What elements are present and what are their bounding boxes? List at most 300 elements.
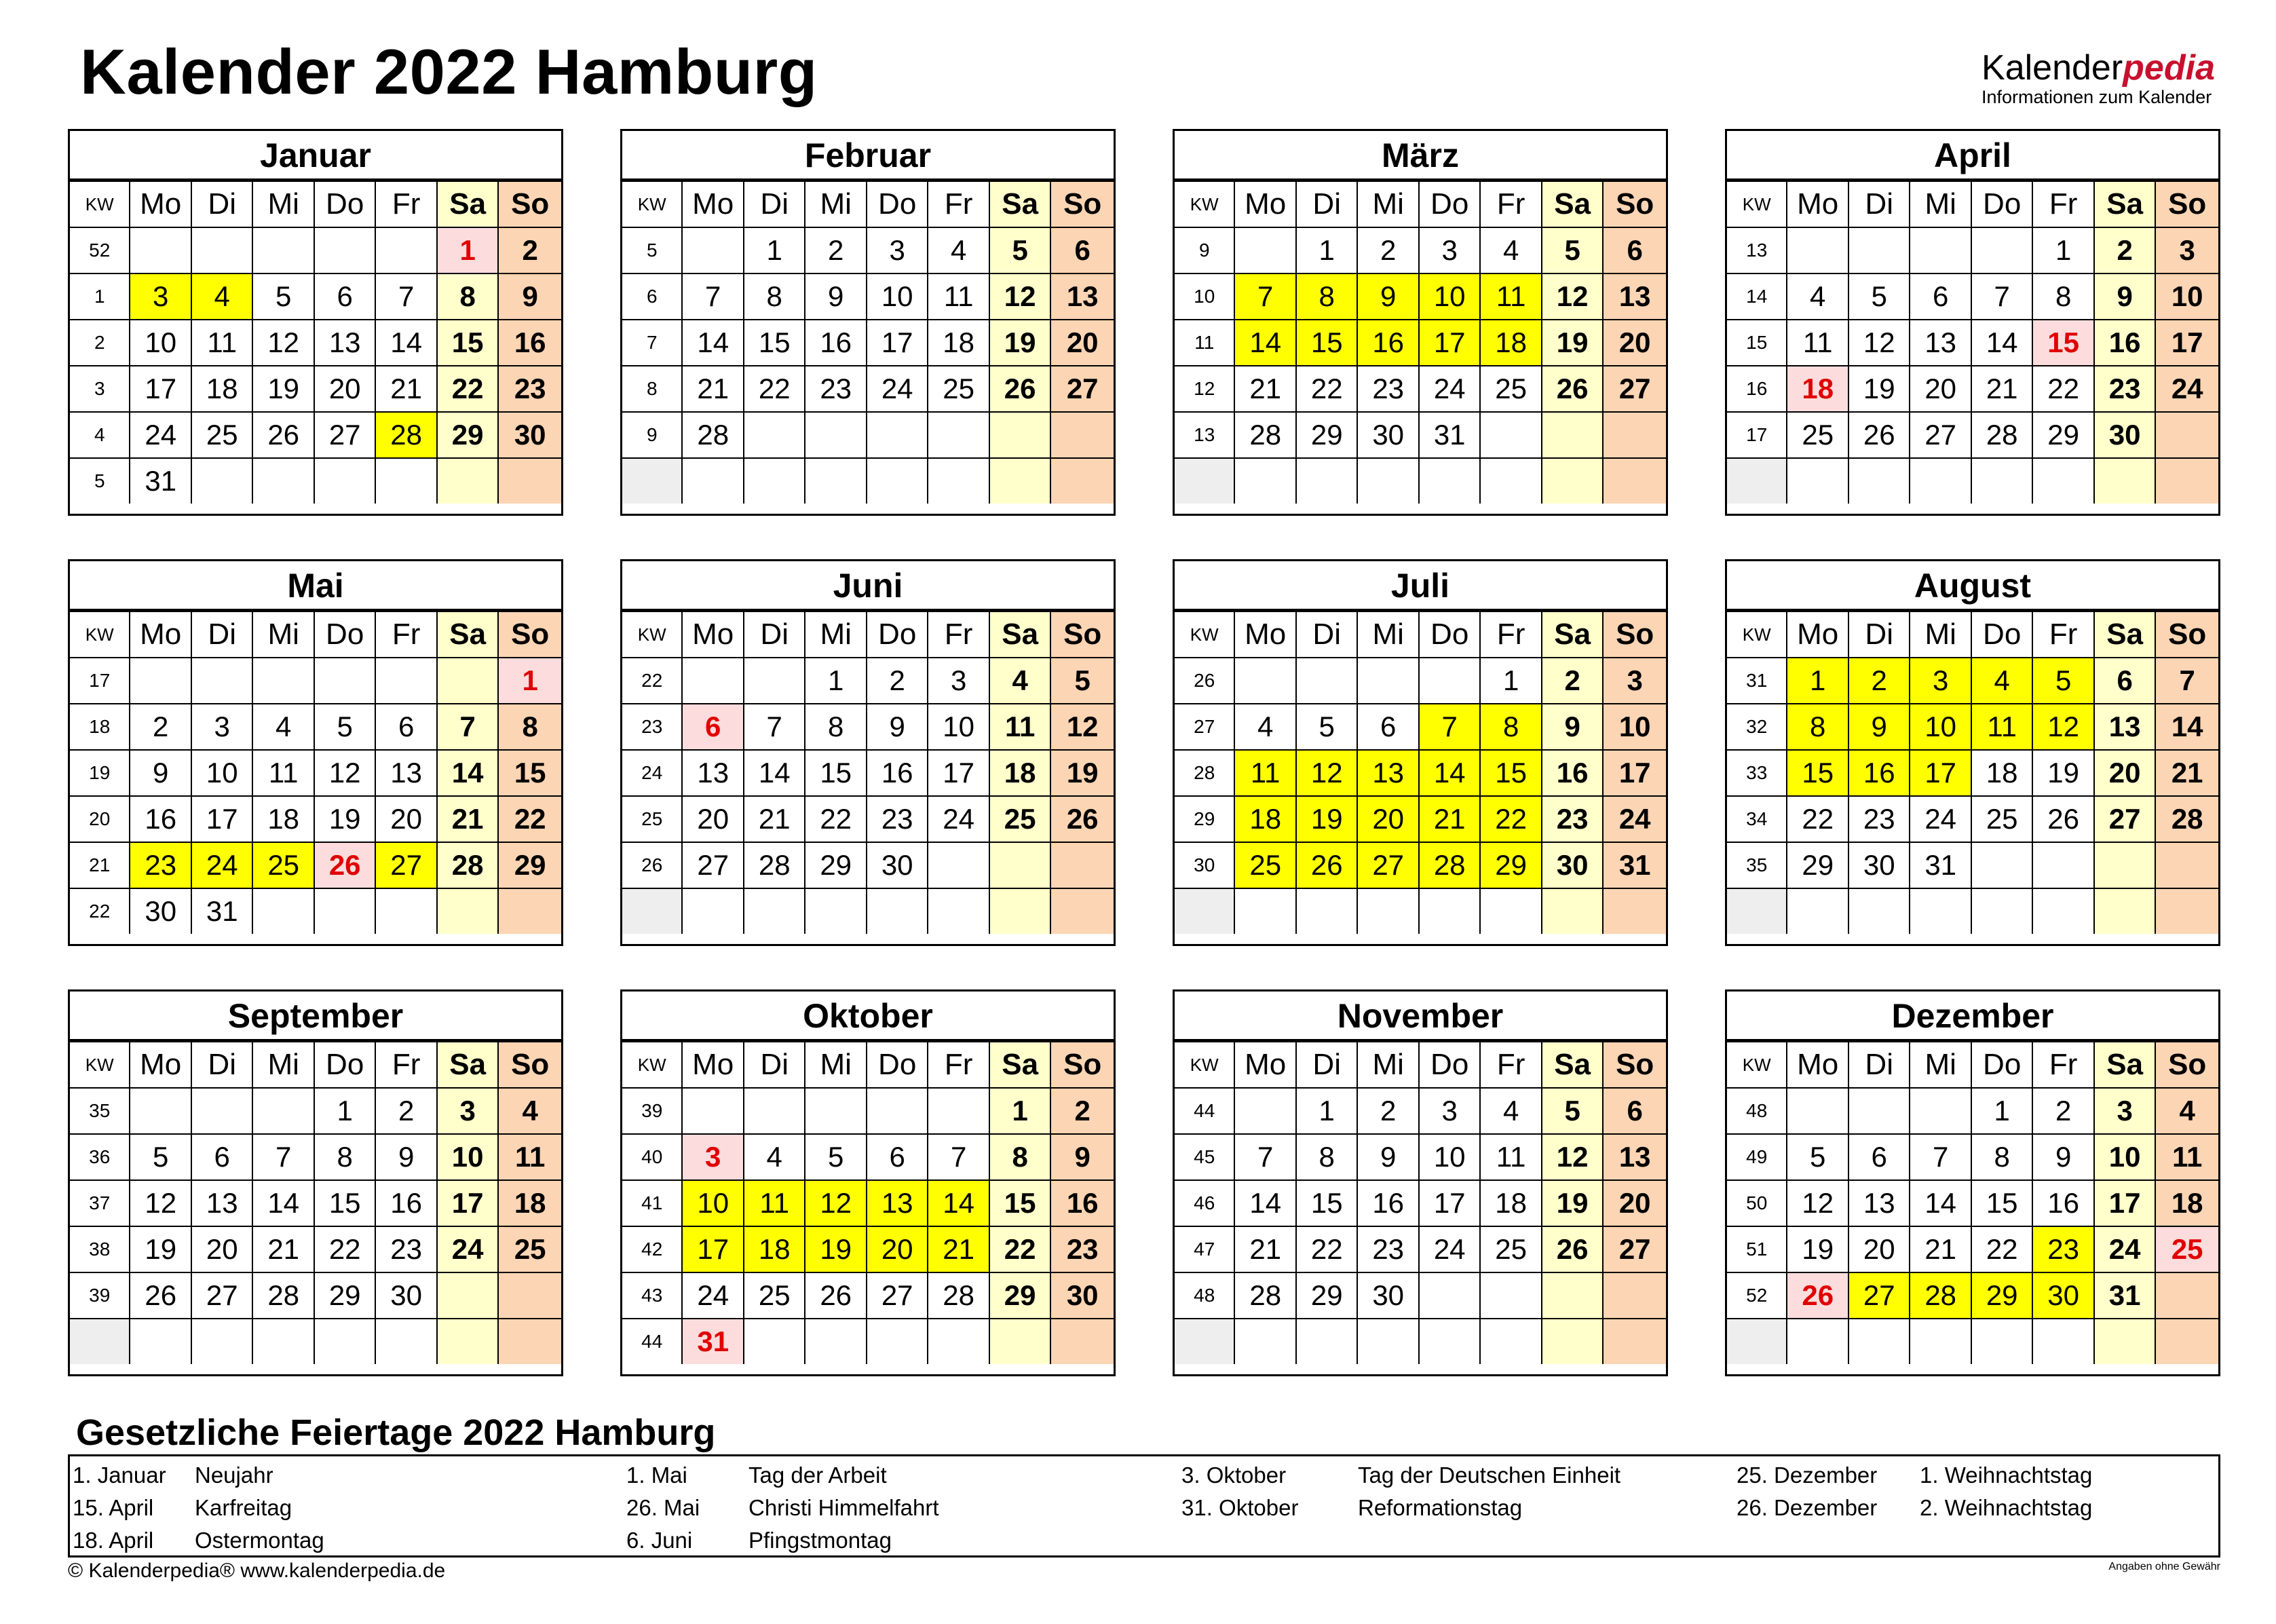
day-cell: 4 (498, 1088, 561, 1134)
day-cell (867, 888, 928, 934)
day-cell: 16 (498, 320, 561, 366)
week-row (1727, 658, 2218, 704)
day-cell: 11 (498, 1134, 561, 1180)
day-cell: 31 (2094, 1272, 2155, 1319)
day-cell: 22 (2032, 366, 2093, 412)
week-number (1175, 1319, 1234, 1364)
weekday-header: Di (1296, 181, 1357, 227)
week-row (1727, 1180, 2218, 1226)
day-cell: 14 (1910, 1180, 1971, 1226)
week-row (1727, 1134, 2218, 1180)
weekday-header: Sa (437, 611, 498, 658)
day-cell (744, 888, 805, 934)
day-cell: 23 (375, 1226, 436, 1272)
day-cell: 29 (1296, 1272, 1357, 1319)
day-cell (744, 412, 805, 458)
day-cell: 9 (375, 1134, 436, 1180)
day-cell: 10 (1910, 704, 1971, 750)
day-cell: 20 (375, 796, 436, 842)
week-number-header: KW (622, 181, 682, 227)
day-cell (867, 1319, 928, 1364)
week-row (1175, 412, 1666, 458)
day-cell (744, 458, 805, 504)
day-cell (2032, 458, 2093, 504)
week-number: 34 (1727, 796, 1787, 842)
day-cell: 7 (928, 1134, 989, 1180)
week-number: 9 (622, 412, 682, 458)
holiday-entry (73, 1524, 324, 1557)
week-number: 15 (1727, 320, 1787, 366)
weekday-header: Do (314, 181, 375, 227)
day-cell: 15 (1296, 320, 1357, 366)
day-cell: 6 (1603, 1088, 1666, 1134)
day-cell: 21 (1234, 366, 1295, 412)
weekday-header: Mo (130, 611, 191, 658)
weekday-header: Mi (252, 181, 314, 227)
day-cell (989, 1319, 1050, 1364)
day-cell (498, 458, 561, 504)
day-cell: 13 (1603, 1134, 1666, 1180)
day-cell: 14 (1971, 320, 2032, 366)
weekday-header: Mo (682, 1042, 743, 1088)
day-cell (1050, 458, 1114, 504)
day-cell: 23 (2032, 1226, 2093, 1272)
weekday-header: So (1050, 611, 1114, 658)
day-cell (2155, 458, 2218, 504)
week-number: 13 (1175, 412, 1234, 458)
weekday-header: Di (744, 1042, 805, 1088)
weekday-header: Fr (1480, 1042, 1541, 1088)
day-cell: 26 (130, 1272, 191, 1319)
month-calendar (1173, 559, 1668, 946)
day-cell: 5 (314, 704, 375, 750)
week-row (1727, 842, 2218, 888)
day-cell: 31 (1603, 842, 1666, 888)
day-cell: 8 (1787, 704, 1848, 750)
weekday-header: Mo (130, 1042, 191, 1088)
day-cell (252, 1088, 314, 1134)
week-row (1175, 1226, 1666, 1272)
day-cell: 31 (682, 1319, 743, 1364)
weekday-header: Mo (1787, 611, 1848, 658)
day-cell (2094, 842, 2155, 888)
day-cell: 26 (252, 412, 314, 458)
day-cell: 27 (191, 1272, 252, 1319)
week-row (622, 1226, 1114, 1272)
week-row (622, 366, 1114, 412)
week-number: 7 (622, 320, 682, 366)
weekday-header: Fr (2032, 1042, 2093, 1088)
day-cell: 16 (867, 750, 928, 796)
day-cell: 2 (130, 704, 191, 750)
weekday-header: Mo (682, 611, 743, 658)
week-row (1175, 1180, 1666, 1226)
month-title: April (1727, 131, 2218, 181)
day-cell: 21 (1234, 1226, 1295, 1272)
day-cell: 2 (1050, 1088, 1114, 1134)
day-cell: 6 (1050, 227, 1114, 273)
weekday-header: Mo (682, 181, 743, 227)
day-cell: 18 (1480, 1180, 1541, 1226)
day-cell: 10 (130, 320, 191, 366)
week-number: 18 (70, 704, 130, 750)
day-cell: 27 (2094, 796, 2155, 842)
day-cell: 7 (1910, 1134, 1971, 1180)
day-cell (1603, 888, 1666, 934)
week-row (70, 1088, 561, 1134)
day-cell (2094, 888, 2155, 934)
week-number-header: KW (622, 1042, 682, 1088)
day-cell (1542, 412, 1603, 458)
day-cell: 16 (805, 320, 866, 366)
day-cell (744, 658, 805, 704)
weekday-header: Di (1848, 1042, 1910, 1088)
day-cell: 23 (1357, 1226, 1418, 1272)
day-cell (1480, 888, 1541, 934)
day-cell: 18 (989, 750, 1050, 796)
week-row (70, 1180, 561, 1226)
day-cell: 19 (1848, 366, 1910, 412)
weekday-header: Mi (1910, 181, 1971, 227)
day-cell: 26 (805, 1272, 866, 1319)
day-cell (867, 1088, 928, 1134)
day-cell: 28 (437, 842, 498, 888)
day-cell: 24 (191, 842, 252, 888)
weekday-header: Fr (375, 181, 436, 227)
day-cell (437, 1319, 498, 1364)
day-cell: 10 (2155, 273, 2218, 320)
week-number-header: KW (70, 1042, 130, 1088)
week-number: 13 (1727, 227, 1787, 273)
day-cell: 11 (191, 320, 252, 366)
day-cell: 3 (2094, 1088, 2155, 1134)
day-cell: 19 (1296, 796, 1357, 842)
day-cell (1050, 412, 1114, 458)
week-row (622, 796, 1114, 842)
day-cell: 29 (1480, 842, 1541, 888)
day-cell: 4 (252, 704, 314, 750)
week-row (70, 1272, 561, 1319)
day-cell: 4 (1480, 1088, 1541, 1134)
day-cell: 17 (2094, 1180, 2155, 1226)
holiday-date: 1. Januar (73, 1462, 166, 1488)
day-cell (1357, 658, 1418, 704)
day-cell (928, 842, 989, 888)
weekday-header: Fr (1480, 181, 1541, 227)
day-cell: 9 (1848, 704, 1910, 750)
week-number: 19 (70, 750, 130, 796)
weekday-header: Sa (2094, 181, 2155, 227)
day-cell: 13 (314, 320, 375, 366)
day-cell: 2 (867, 658, 928, 704)
week-row (622, 1319, 1114, 1364)
week-number (70, 1319, 130, 1364)
month-calendar (1173, 989, 1668, 1376)
month-title: November (1175, 992, 1666, 1041)
day-cell: 22 (498, 796, 561, 842)
weekday-header: Mo (1234, 611, 1295, 658)
weekday-header: Di (191, 611, 252, 658)
day-cell: 23 (1357, 366, 1418, 412)
week-row (622, 1088, 1114, 1134)
day-cell: 6 (1357, 704, 1418, 750)
day-cell: 24 (2094, 1226, 2155, 1272)
week-number: 17 (1727, 412, 1787, 458)
week-number: 14 (1727, 273, 1787, 320)
day-cell: 19 (2032, 750, 2093, 796)
day-cell: 23 (1542, 796, 1603, 842)
month-calendar (1725, 129, 2220, 516)
day-cell: 18 (744, 1226, 805, 1272)
holidays-column (626, 1459, 939, 1557)
day-cell: 27 (1910, 412, 1971, 458)
day-cell (1234, 888, 1295, 934)
weekday-header: Mi (252, 1042, 314, 1088)
day-cell: 30 (2094, 412, 2155, 458)
day-cell (1787, 458, 1848, 504)
day-cell: 23 (1050, 1226, 1114, 1272)
day-cell: 29 (805, 842, 866, 888)
day-cell: 25 (989, 796, 1050, 842)
day-cell: 20 (314, 366, 375, 412)
day-cell: 14 (1419, 750, 1480, 796)
week-row (70, 412, 561, 458)
day-cell: 3 (1419, 227, 1480, 273)
day-cell: 1 (437, 227, 498, 273)
day-cell: 12 (314, 750, 375, 796)
day-cell: 26 (2032, 796, 2093, 842)
week-number: 9 (1175, 227, 1234, 273)
day-cell (1848, 1088, 1910, 1134)
day-cell: 11 (1480, 273, 1541, 320)
holiday-date: 3. Oktober (1181, 1462, 1287, 1488)
weekday-header: Di (744, 181, 805, 227)
day-cell (130, 658, 191, 704)
day-cell (498, 1319, 561, 1364)
day-cell: 24 (1419, 1226, 1480, 1272)
day-cell: 18 (1971, 750, 2032, 796)
day-cell (314, 227, 375, 273)
weekday-header: Do (1419, 1042, 1480, 1088)
day-cell: 19 (1542, 320, 1603, 366)
day-cell: 24 (1603, 796, 1666, 842)
day-cell: 29 (1296, 412, 1357, 458)
week-row (70, 1134, 561, 1180)
day-cell: 20 (682, 796, 743, 842)
week-row (622, 704, 1114, 750)
day-cell (314, 888, 375, 934)
weekday-header: Mi (1910, 611, 1971, 658)
week-number: 1 (70, 273, 130, 320)
week-number: 30 (1175, 842, 1234, 888)
day-cell: 14 (437, 750, 498, 796)
day-cell: 10 (682, 1180, 743, 1226)
week-number: 27 (1175, 704, 1234, 750)
day-cell: 13 (1050, 273, 1114, 320)
day-cell (2032, 842, 2093, 888)
holiday-name: Reformationstag (1358, 1495, 1523, 1520)
day-cell (1234, 1319, 1295, 1364)
day-cell: 4 (928, 227, 989, 273)
day-cell: 12 (130, 1180, 191, 1226)
week-row (622, 273, 1114, 320)
week-row (1727, 458, 2218, 504)
day-cell: 5 (805, 1134, 866, 1180)
day-cell: 9 (805, 273, 866, 320)
week-number: 26 (1175, 658, 1234, 704)
week-number-header: KW (1175, 611, 1234, 658)
day-cell: 16 (2032, 1180, 2093, 1226)
day-cell: 22 (437, 366, 498, 412)
day-cell: 6 (1848, 1134, 1910, 1180)
day-cell: 13 (375, 750, 436, 796)
day-cell: 18 (1234, 796, 1295, 842)
holidays-column (1737, 1459, 2092, 1524)
weekday-header: Sa (2094, 611, 2155, 658)
day-cell: 29 (498, 842, 561, 888)
day-cell: 1 (744, 227, 805, 273)
day-cell: 14 (2155, 704, 2218, 750)
weekday-header: Sa (1542, 611, 1603, 658)
day-cell (2094, 458, 2155, 504)
weekday-header: Do (1971, 181, 2032, 227)
day-cell (1357, 888, 1418, 934)
day-cell: 8 (1296, 273, 1357, 320)
day-cell: 27 (375, 842, 436, 888)
week-number: 44 (1175, 1088, 1234, 1134)
day-cell (252, 658, 314, 704)
week-row (70, 227, 561, 273)
holiday-date: 26. Mai (626, 1495, 700, 1520)
day-cell (805, 458, 866, 504)
weekday-header: Di (1848, 611, 1910, 658)
week-row (70, 796, 561, 842)
day-cell: 15 (498, 750, 561, 796)
day-cell: 3 (437, 1088, 498, 1134)
day-cell: 29 (989, 1272, 1050, 1319)
day-cell (682, 658, 743, 704)
day-cell: 8 (805, 704, 866, 750)
day-cell: 21 (437, 796, 498, 842)
day-cell: 17 (682, 1226, 743, 1272)
day-cell (130, 1088, 191, 1134)
weekday-header: Mi (1910, 1042, 1971, 1088)
weekday-header: Di (744, 611, 805, 658)
weekday-header: Sa (989, 1042, 1050, 1088)
day-cell: 7 (1234, 1134, 1295, 1180)
day-cell (1050, 842, 1114, 888)
week-row (1175, 1272, 1666, 1319)
day-cell (191, 1088, 252, 1134)
day-cell: 9 (1357, 273, 1418, 320)
day-cell: 30 (498, 412, 561, 458)
day-cell: 15 (1971, 1180, 2032, 1226)
weekday-header: Do (867, 181, 928, 227)
day-cell (2155, 888, 2218, 934)
day-cell: 24 (1910, 796, 1971, 842)
day-cell (1296, 458, 1357, 504)
day-cell: 3 (928, 658, 989, 704)
day-cell (1234, 458, 1295, 504)
day-cell: 12 (1542, 273, 1603, 320)
week-row (1175, 366, 1666, 412)
weekday-header: Sa (989, 181, 1050, 227)
day-cell (314, 458, 375, 504)
day-cell: 5 (1848, 273, 1910, 320)
day-cell: 9 (1050, 1134, 1114, 1180)
day-cell (1419, 1272, 1480, 1319)
day-cell: 21 (1971, 366, 2032, 412)
holiday-name: Ostermontag (195, 1528, 324, 1553)
month-title: August (1727, 561, 2218, 611)
day-cell: 29 (1787, 842, 1848, 888)
day-cell: 7 (682, 273, 743, 320)
day-cell: 2 (375, 1088, 436, 1134)
week-row (1727, 888, 2218, 934)
day-cell: 25 (1480, 1226, 1541, 1272)
day-cell: 17 (2155, 320, 2218, 366)
day-cell: 26 (1542, 1226, 1603, 1272)
day-cell (252, 1319, 314, 1364)
day-cell (2155, 842, 2218, 888)
day-cell: 25 (744, 1272, 805, 1319)
day-cell: 31 (1419, 412, 1480, 458)
week-row (622, 658, 1114, 704)
day-cell: 12 (805, 1180, 866, 1226)
week-row (1175, 458, 1666, 504)
day-cell: 13 (2094, 704, 2155, 750)
day-cell: 17 (130, 366, 191, 412)
day-cell: 30 (1848, 842, 1910, 888)
day-cell: 7 (437, 704, 498, 750)
day-cell: 27 (314, 412, 375, 458)
day-cell: 14 (252, 1180, 314, 1226)
copyright-footer: © Kalenderpedia® www.kalenderpedia.de (68, 1560, 446, 1582)
day-cell: 18 (2155, 1180, 2218, 1226)
week-number: 52 (70, 227, 130, 273)
holiday-name: Neujahr (195, 1462, 273, 1488)
week-row (1727, 227, 2218, 273)
week-row (1175, 658, 1666, 704)
day-cell (1971, 1319, 2032, 1364)
weekday-header: Di (191, 1042, 252, 1088)
day-cell (375, 1319, 436, 1364)
day-cell (314, 658, 375, 704)
week-row (1727, 412, 2218, 458)
day-cell: 13 (682, 750, 743, 796)
month-calendar (620, 129, 1116, 516)
day-cell: 7 (1971, 273, 2032, 320)
day-cell (928, 1319, 989, 1364)
weekday-header: Sa (989, 611, 1050, 658)
day-cell: 15 (1480, 750, 1541, 796)
holiday-date: 26. Dezember (1737, 1495, 1878, 1520)
day-cell: 8 (744, 273, 805, 320)
week-number-header: KW (1727, 611, 1787, 658)
day-cell: 4 (1480, 227, 1541, 273)
day-cell: 10 (191, 750, 252, 796)
kalenderpedia-logo[interactable] (1981, 49, 2215, 107)
day-cell: 6 (867, 1134, 928, 1180)
holiday-name: 2. Weihnachtstag (1920, 1495, 2093, 1520)
day-cell: 26 (1296, 842, 1357, 888)
day-cell (2032, 1319, 2093, 1364)
day-cell (1603, 458, 1666, 504)
day-cell (1419, 658, 1480, 704)
month-calendar (1725, 559, 2220, 946)
day-cell: 26 (1050, 796, 1114, 842)
day-cell: 2 (1848, 658, 1910, 704)
